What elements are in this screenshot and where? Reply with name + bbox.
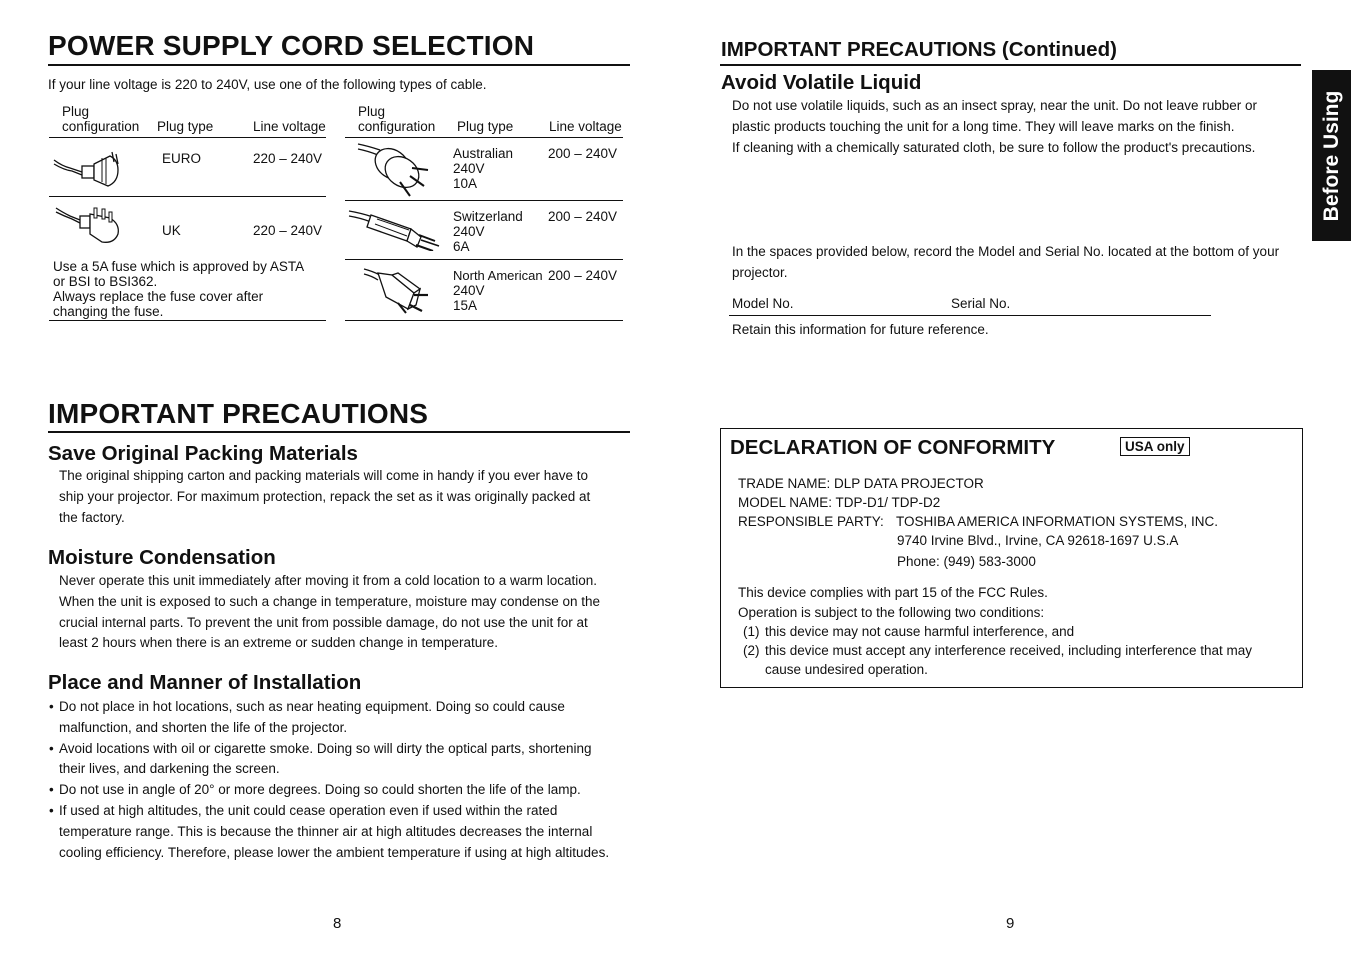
side-tab-label: Before Using [1319,90,1343,221]
table-row-rule-3 [345,259,623,260]
line-voltage-switzerland: 200 – 240V [548,209,618,224]
col-line-voltage-2: Line voltage [549,119,622,134]
condition-2-number: (2) [743,643,760,658]
responsible-label: RESPONSIBLE PARTY: [738,514,884,529]
col-plug-config-2: Plug configuration [358,104,436,134]
page-number-left: 8 [333,915,342,932]
line-voltage-uk: 220 – 240V [253,223,323,238]
table-header-rule-2 [345,137,623,138]
continued-title: IMPORTANT PRECAUTIONS (Continued) [721,38,1117,61]
section-body-volatile: Do not use volatile liquids, such as an insect spray, near the unit. Do not leave rubber or plastic products touching the unit for a long time. They will leave marks on the finish. If cleaning with a chemically saturated cloth, be sure to follow the product's precautions. [732,98,1258,155]
declaration-box [720,428,1303,688]
condition-2-text: this device must accept any interference received, including interference that may cause undesired operation. [765,643,1253,677]
plug-type-switzerland: Switzerland 240V 6A [453,209,523,254]
fcc-compliance: This device complies with part 15 of the FCC Rules. [738,585,1048,600]
section-heading-volatile: Avoid Volatile Liquid [721,71,922,94]
line-voltage-euro: 220 – 240V [253,151,323,166]
trade-name: TRADE NAME: DLP DATA PROJECTOR [738,476,984,491]
fcc-conditions-intro: Operation is subject to the following two conditions: [738,605,1045,620]
record-instructions: In the spaces provided below, record the Model and Serial No. located at the bottom of your projector. [732,244,1280,280]
col-plug-config: Plug configuration [62,104,140,134]
section-heading-packing: Save Original Packing Materials [48,442,358,465]
col-line-voltage: Line voltage [253,119,326,134]
responsible-address: 9740 Irvine Blvd., Irvine, CA 92618-1697 U.S.A [897,533,1179,548]
australian-plug-icon [356,140,436,198]
retain-note: Retain this information for future reference. [732,322,989,337]
col-plug-type: Plug type [157,119,214,134]
bullet-item: • If used at high altitudes, the unit could cease operation even if used within the rated temperature range. This is because the thinner air at high altitudes decreases the internal cooling efficiency. Therefore, please lower the ambient temperature if using at high altitudes. [48,801,630,863]
side-tab [1312,70,1351,241]
table-header-rule [49,137,326,138]
condition-1-number: (1) [743,624,760,639]
section-body-moisture: Never operate this unit immediately after moving it from a cold location to a warm location. When the unit is exposed to such a change in temperature, moisture may condense on the crucial internal parts. To prevent the unit from possible damage, do not use the unit for at least 2 hours when there is an extreme or sudden change in temperature. [59,573,601,651]
section-heading-installation: Place and Manner of Installation [48,671,362,694]
plug-type-euro: EURO [162,151,202,166]
section-body-packing: The original shipping carton and packing materials will come in handy if you ever have to ship your projector. For maximum protection, repack the set as it was originally packed at the factory. [59,468,591,525]
model-name: MODEL NAME: TDP-D1/ TDP-D2 [738,495,941,510]
serial-no-label: Serial No. [951,296,1011,311]
table-row-rule-2 [345,200,623,201]
title-rule [48,64,630,66]
condition-1-text: this device may not cause harmful interference, and [765,624,1075,639]
power-supply-title: POWER SUPPLY CORD SELECTION [48,30,535,61]
uk-plug-icon [54,204,122,246]
line-voltage-australian: 200 – 240V [548,146,618,161]
page-number-right: 9 [1006,915,1015,932]
title-rule [48,431,630,433]
bullet-item: • Do not place in hot locations, such as near heating equipment. Doing so could cause malfunction, and shorten the life of the projector. [48,697,630,739]
responsible-phone: Phone: (949) 583-3000 [897,554,1036,569]
model-no-label: Model No. [732,296,794,311]
title-rule [720,64,1301,66]
plug-type-australian: Australian 240V 10A [453,146,514,191]
col-plug-type-2: Plug type [457,119,514,134]
plug-type-north-american: North American 240V 15A [453,268,543,313]
table-bottom-rule [49,320,326,321]
euro-plug-icon [52,148,122,190]
bullet-item: • Do not use in angle of 20° or more degrees. Doing so could shorten the life of the lamp. [48,780,630,801]
responsible-name: TOSHIBA AMERICA INFORMATION SYSTEMS, INC. [896,514,1219,529]
installation-bullets [48,697,630,863]
north-american-plug-icon [362,265,442,317]
table-bottom-rule-2 [345,320,623,321]
usa-only-badge: USA only [1120,437,1190,456]
table-row-rule [49,196,326,197]
fuse-note: Use a 5A fuse which is approved by ASTA or BSI to BSI362. Always replace the fuse cover after changing the fuse. [53,259,305,319]
line-voltage-north-american: 200 – 240V [548,268,618,283]
power-supply-intro: If your line voltage is 220 to 240V, use one of the following types of cable. [48,77,487,92]
declaration-title: DECLARATION OF CONFORMITY [730,436,1056,459]
switzerland-plug-icon [347,207,443,251]
precautions-title: IMPORTANT PRECAUTIONS [48,398,429,429]
bullet-item: • Avoid locations with oil or cigarette smoke. Doing so will dirty the optical parts, shortening their lives, and darkening the screen. [48,739,630,781]
plug-type-uk: UK [162,223,181,238]
record-rule [729,315,1211,316]
section-heading-moisture: Moisture Condensation [48,546,276,569]
